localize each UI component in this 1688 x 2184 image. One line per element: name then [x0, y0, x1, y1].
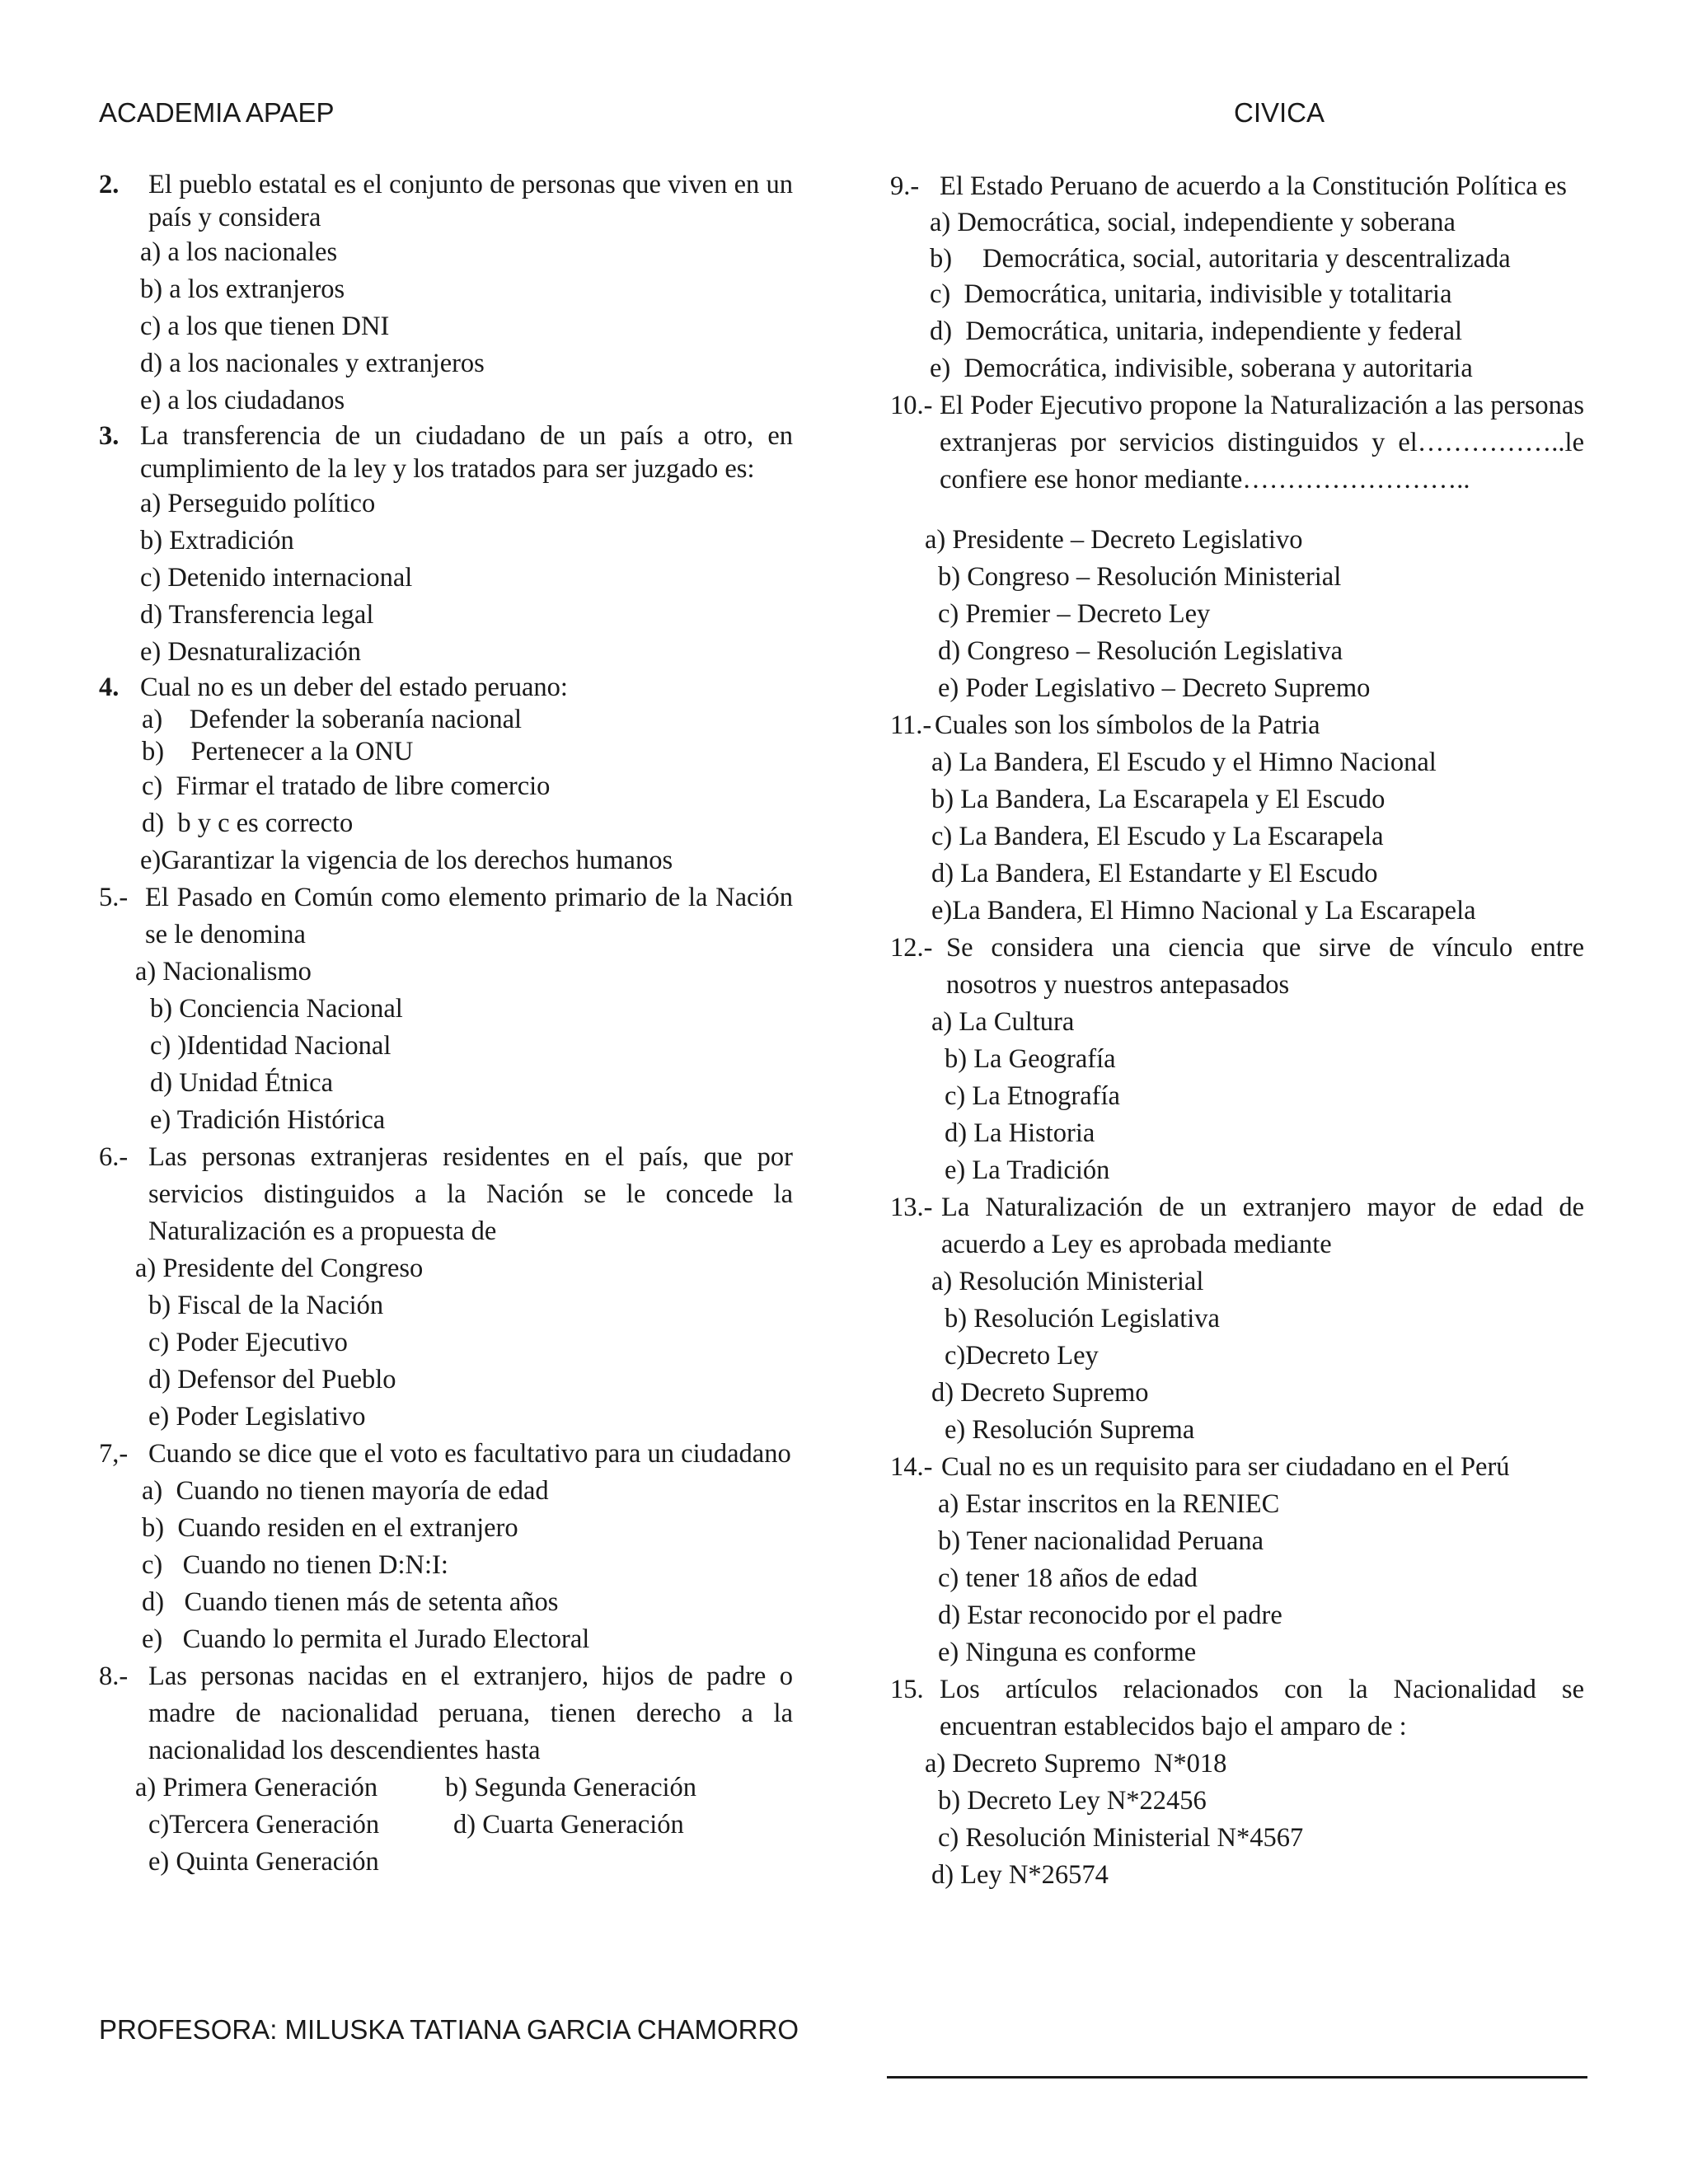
right-column [890, 168, 1584, 1894]
option-e: e) Democrática, indivisible, soberana y autoritaria [930, 354, 1473, 383]
option-e: e) La Tradición [945, 1155, 1110, 1185]
question-number: 2. [99, 170, 120, 199]
option-c: c) La Bandera, El Escudo y La Escarapela [931, 822, 1384, 851]
option-d: d) b y c es correcto [142, 808, 354, 838]
option-e: e) Quinta Generación [148, 1847, 379, 1877]
option-a: a) Primera Generación [135, 1773, 378, 1802]
question-7 [99, 1436, 793, 1658]
option-d: d) Ley N*26574 [931, 1860, 1109, 1890]
option-d: d) Unidad Étnica [150, 1068, 334, 1098]
question-stem: El pueblo estatal es el conjunto de personas que viven en un país y considera [148, 170, 793, 232]
option-b: b) Pertenecer a la ONU [142, 737, 414, 766]
question-number: 9.- [890, 171, 920, 201]
question-number: 15. [890, 1675, 924, 1704]
question-stem: Cuando se dice que el voto es facultativo para un ciudadano [148, 1439, 791, 1469]
question-number: 4. [99, 673, 120, 702]
header-subject: CIVICA [1234, 97, 1325, 128]
question-5 [99, 879, 793, 1139]
option-e: e) Resolución Suprema [945, 1415, 1195, 1445]
question-number: 5.- [99, 883, 129, 912]
question-stem: Las personas nacidas en el extranjero, hijos de padre o madre de nacionalidad peruana, tienen derecho a la nacionalidad los descendientes hasta [148, 1661, 793, 1765]
option-a: a) Estar inscritos en la RENIEC [938, 1489, 1280, 1519]
option-e: e)Garantizar la vigencia de los derechos humanos [140, 846, 673, 875]
question-9 [890, 168, 1584, 387]
option-d: d) Cuarta Generación [453, 1810, 684, 1840]
question-stem: La transferencia de un ciudadano de un país a otro, en cumplimiento de la ley y los tratados para ser juzgado es: [140, 421, 793, 484]
option-e: e) Tradición Histórica [150, 1105, 386, 1135]
question-12 [890, 930, 1584, 1189]
option-a: a) Decreto Supremo N*018 [925, 1749, 1227, 1779]
question-stem: Cual no es un deber del estado peruano: [140, 673, 568, 702]
option-e: e) Poder Legislativo – Decreto Supremo [938, 673, 1371, 703]
option-a: a) La Cultura [931, 1007, 1075, 1037]
option-b: b) a los extranjeros [140, 274, 345, 304]
option-a: a) Nacionalismo [135, 957, 312, 987]
option-b: b) Resolución Legislativa [945, 1304, 1220, 1333]
option-b: Democrática, social, autoritaria y descentralizada [982, 244, 1511, 274]
left-column [99, 168, 793, 1881]
option-c: c) a los que tienen DNI [140, 312, 390, 341]
question-number: 3. [99, 421, 120, 451]
option-b: b) Cuando residen en el extranjero [142, 1513, 518, 1543]
option-a: a) Perseguido político [140, 489, 376, 518]
option-a: a) Presidente del Congreso [135, 1254, 424, 1283]
option-e: e)La Bandera, El Himno Nacional y La Escarapela [931, 896, 1476, 926]
option-b: b) Extradición [140, 526, 294, 555]
option-d: d) a los nacionales y extranjeros [140, 349, 485, 378]
option-d: d) La Historia [945, 1118, 1095, 1148]
option-c: c) Cuando no tienen D:N:I: [142, 1550, 448, 1580]
option-e: e) a los ciudadanos [140, 386, 345, 415]
question-13 [890, 1189, 1584, 1449]
question-8 [99, 1658, 793, 1881]
option-b: b) Conciencia Nacional [150, 994, 403, 1024]
header-academy: ACADEMIA APAEP [99, 97, 335, 128]
question-stem: Se considera una ciencia que sirve de vínculo entre nosotros y nuestros antepasados [946, 933, 1584, 1000]
option-e: e) Cuando lo permita el Jurado Electoral [142, 1624, 590, 1654]
option-a: a) Presidente – Decreto Legislativo [925, 525, 1303, 555]
option-c: c)Tercera Generación [148, 1810, 380, 1840]
option-b: b) La Bandera, La Escarapela y El Escudo [931, 785, 1386, 814]
question-4 [99, 671, 793, 879]
option-b: b) Tener nacionalidad Peruana [938, 1526, 1264, 1556]
question-number: 11.- [890, 710, 932, 740]
option-d: d) La Bandera, El Estandarte y El Escudo [931, 859, 1378, 888]
option-a: a) a los nacionales [140, 237, 338, 267]
option-a: a) Defender la soberanía nacional [142, 705, 523, 734]
question-stem: Las personas extranjeras residentes en el país, que por servicios distinguidos a la Nación se le concede la Naturalización es a propuesta de [148, 1142, 793, 1246]
option-c: c) Resolución Ministerial N*4567 [938, 1823, 1304, 1853]
question-number: 8.- [99, 1661, 129, 1691]
option-d: d) Defensor del Pueblo [148, 1365, 396, 1394]
question-14 [890, 1449, 1584, 1671]
question-stem: El Estado Peruano de acuerdo a la Constitución Política es [940, 171, 1567, 201]
question-stem: Los artículos relacionados con la Nacionalidad se encuentran establecidos bajo el amparo de : [940, 1675, 1584, 1741]
question-number: 14.- [890, 1452, 933, 1482]
option-b: b) Decreto Ley N*22456 [938, 1786, 1207, 1816]
option-b: b) Segunda Generación [445, 1773, 697, 1802]
option-c: c) Democrática, unitaria, indivisible y totalitaria [930, 279, 1452, 309]
question-10 [890, 387, 1584, 707]
option-c: c) Premier – Decreto Ley [938, 599, 1211, 629]
question-15 [890, 1671, 1584, 1894]
option-c: c) Poder Ejecutivo [148, 1328, 348, 1357]
option-e: e) Desnaturalización [140, 637, 361, 667]
option-c: c)Decreto Ley [945, 1341, 1099, 1371]
question-2 [99, 168, 793, 419]
question-number: 12.- [890, 933, 933, 963]
question-6 [99, 1139, 793, 1436]
option-b: b) La Geografía [945, 1044, 1116, 1074]
question-stem: El Pasado en Común como elemento primario de la Nación se le denomina [145, 883, 793, 949]
question-number: 13.- [890, 1193, 933, 1222]
signature-line [887, 2076, 1587, 2079]
question-number: 10.- [890, 391, 933, 420]
option-e: e) Poder Legislativo [148, 1402, 366, 1432]
option-c: c) La Etnografía [945, 1081, 1120, 1111]
option-c: c) tener 18 años de edad [938, 1563, 1198, 1593]
question-stem: El Poder Ejecutivo propone la Naturalización a las personas extranjeras por servicios distinguidos y el……………..le confiere ese honor mediante…………………….. [940, 391, 1584, 494]
option-d: d) Democrática, unitaria, independiente y federal [930, 316, 1463, 346]
option-a: a) Resolución Ministerial [931, 1267, 1204, 1296]
question-number: 7,- [99, 1439, 129, 1469]
option-d: d) Decreto Supremo [931, 1378, 1149, 1408]
question-stem: Cual no es un requisito para ser ciudadano en el Perú [941, 1452, 1510, 1482]
option-a: a) Cuando no tienen mayoría de edad [142, 1476, 549, 1506]
footer-teacher: PROFESORA: MILUSKA TATIANA GARCIA CHAMORRO [99, 2014, 799, 2045]
option-a: a) Democrática, social, independiente y soberana [930, 208, 1456, 237]
option-d: d) Cuando tienen más de setenta años [142, 1587, 559, 1617]
option-e: e) Ninguna es conforme [938, 1638, 1197, 1667]
option-b: b) Fiscal de la Nación [148, 1291, 384, 1320]
question-11 [890, 707, 1584, 930]
option-d: d) Transferencia legal [140, 600, 374, 630]
question-stem: Cuales son los símbolos de la Patria [935, 710, 1320, 740]
question-3 [99, 419, 793, 671]
option-a: a) La Bandera, El Escudo y el Himno Nacional [931, 748, 1437, 777]
option-c: c) Detenido internacional [140, 563, 413, 593]
question-number: 6.- [99, 1142, 129, 1172]
option-c: c) )Identidad Nacional [150, 1031, 392, 1061]
option-d: d) Estar reconocido por el padre [938, 1601, 1282, 1630]
option-b-label: b) [930, 244, 953, 274]
option-d: d) Congreso – Resolución Legislativa [938, 636, 1343, 666]
option-c: c) Firmar el tratado de libre comercio [142, 771, 551, 801]
option-b: b) Congreso – Resolución Ministerial [938, 562, 1342, 592]
question-stem: La Naturalización de un extranjero mayor de edad de acuerdo a Ley es aprobada mediante [941, 1193, 1584, 1259]
